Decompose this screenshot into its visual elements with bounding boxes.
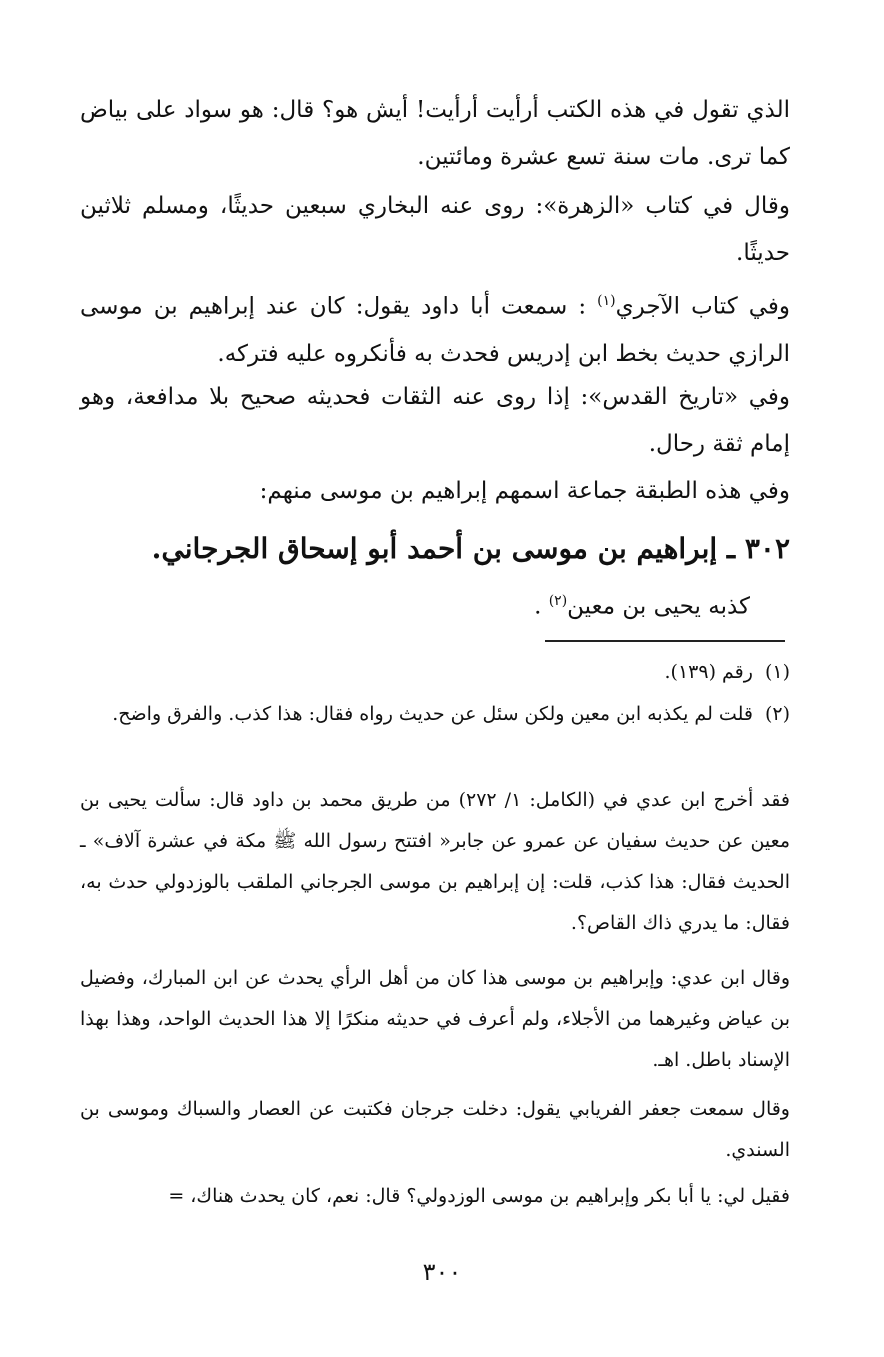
footnote-1 — [80, 652, 790, 693]
entry-subtitle-text: كذبه يحيى بن معين — [567, 593, 750, 620]
entry-subtitle — [80, 578, 790, 630]
body-paragraph-2: وقال في كتاب «الزهرة»: روى عنه البخاري سبعين حديثًا، ومسلم ثلاثين حديثًا. — [80, 193, 790, 266]
body-paragraph-1: الذي تقول في هذه الكتب أرأيت أرأيت! أيش هو؟ قال: هو سواد على بياض كما ترى. مات سنة تسع عشرة ومائتين. — [80, 97, 790, 170]
footnote-1-text: رقم (١٣٩). — [664, 661, 753, 683]
body-paragraph-4: وفي «تاريخ القدس»: إذا روى عنه الثقات فحديثه صحيح بلا مدافعة، وهو إمام ثقة رحال. — [80, 384, 790, 457]
footnote-ref-2: (٢) — [548, 593, 568, 609]
body-paragraph-3-text-end: : سمعت أبا داود يقول: كان عند إبراهيم بن موسى الرازي حديث بخط ابن إدريس فحدث به فأنكروه عليه فتركه. — [80, 293, 790, 367]
footnote-2-paragraph-2: فقد أخرج ابن عدي في (الكامل: ١/ ٢٧٢) من طريق محمد بن داود قال: سألت يحيى بن معين عن حديث سفيان عن عمرو عن جابر« افتتح رسول الله ﷺ مكة في عشرة آلاف» ـ الحديث فقال: هذا كذب، قلت: إن إبراهيم بن موسى الجرجاني الملقب بالوزدولي حدث به، فقال: ما يدري ذاك القاص؟. — [80, 789, 790, 934]
body-paragraph-3 — [80, 278, 790, 378]
footnote-ref-1: (١) — [597, 293, 616, 309]
body-paragraph-5: وفي هذه الطبقة جماعة اسمهم إبراهيم بن موسى منهم: — [259, 478, 790, 504]
footnote-2-paragraph-5: فقيل لي: يا أبا بكر وإبراهيم بن موسى الوزدولي؟ قال: نعم، كان يحدث هناك، = — [168, 1185, 790, 1207]
footnote-2-paragraph-4: وقال سمعت جعفر الفريابي يقول: دخلت جرجان فكتبت عن العصار والسباك وموسى بن السندي. — [80, 1098, 790, 1161]
footnote-2-number: (٢) — [764, 703, 790, 725]
footnote-2-text: قلت لم يكذبه ابن معين ولكن سئل عن حديث رواه فقال: هذا كذب. والفرق واضح. — [112, 703, 753, 725]
footnote-2-paragraph-3: وقال ابن عدي: وإبراهيم بن موسى هذا كان من أهل الرأي يحدث عن ابن المبارك، وفضيل بن عياض وغيرهما من الأجلاء، ولم أعرف في حديثه منكرًا إلا هذا الحديث الواحد، وهذا بهذا الإسناد باطل. اهـ. — [80, 967, 790, 1071]
footnote-2 — [80, 694, 790, 735]
footnote-1-number: (١) — [764, 661, 790, 683]
body-paragraph-3-text-start: وفي كتاب الآجري — [615, 293, 790, 320]
page-number: ٣٠٠ — [422, 1258, 462, 1286]
entry-subtitle-end: . — [534, 593, 549, 620]
footnote-separator — [545, 640, 785, 642]
entry-title: ٣٠٢ ـ إبراهيم بن موسى بن أحمد أبو إسحاق الجرجاني. — [151, 532, 790, 565]
